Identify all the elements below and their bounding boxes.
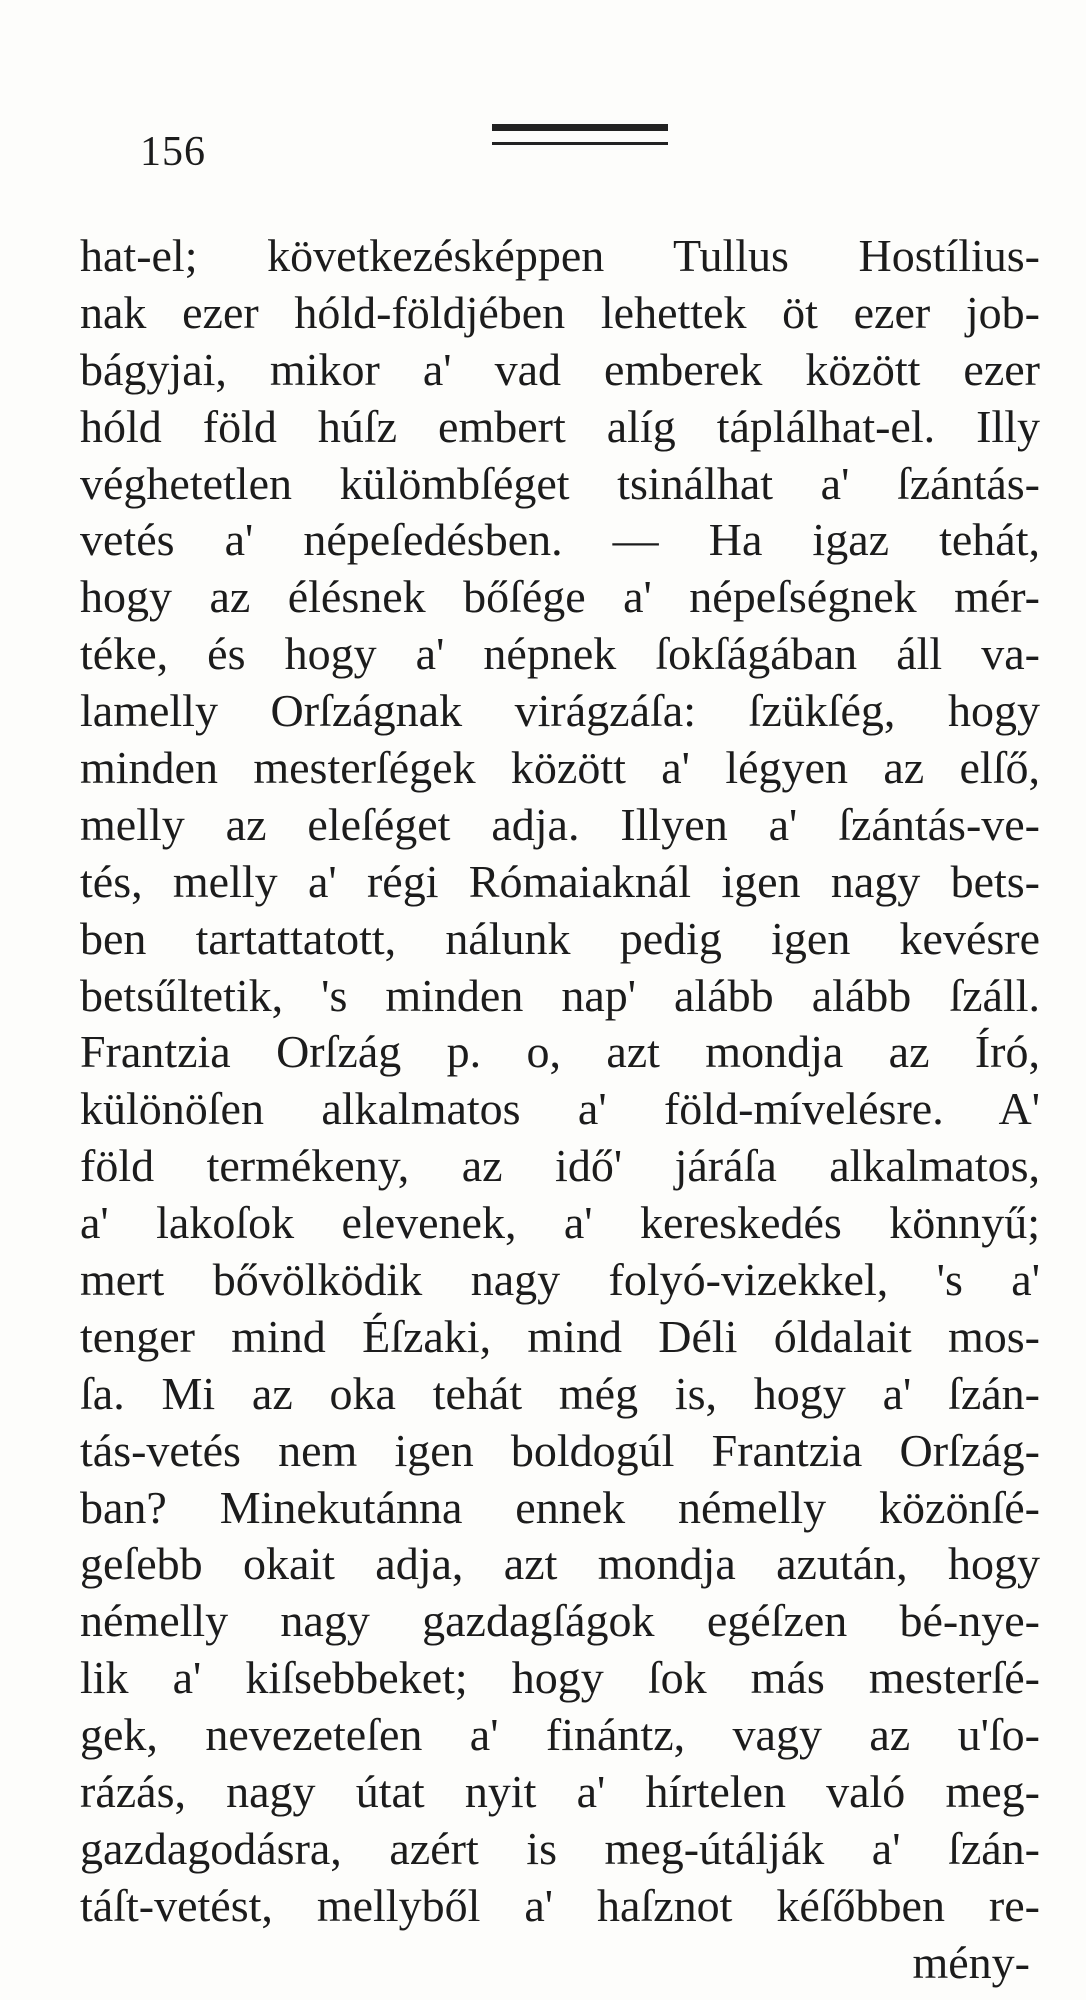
body-text xyxy=(80,228,1040,1992)
text-line: tenger mind Éſzaki, mind Déli óldalait mos- xyxy=(80,1310,1040,1362)
header-ornament-rule xyxy=(492,124,668,150)
text-line: betsűltetik, 's minden nap' alább alább ſzáll. xyxy=(80,969,1040,1021)
text-line: rázás, nagy útat nyit a' hírtelen való meg- xyxy=(80,1766,1040,1818)
text-line: nak ezer hóld-földjében lehettek öt ezer job- xyxy=(80,286,1040,338)
catchword: mény- xyxy=(912,1936,1030,1988)
text-line: hat-el; következésképpen Tullus Hostílius- xyxy=(80,230,1040,281)
ornament-thick-bar xyxy=(492,124,668,131)
text-line: lamelly Orſzágnak virágzáſa: ſzükſég, hogy xyxy=(80,685,1040,737)
text-line: téke, és hogy a' népnek ſokſágában áll va- xyxy=(80,628,1040,680)
text-line: Frantzia Orſzág p. o, azt mondja az Író, xyxy=(80,1026,1040,1078)
text-line: némelly nagy gazdagſágok egéſzen bé-nye- xyxy=(80,1595,1040,1647)
text-line: táſt-vetést, mellyből a' haſznot kéſőbben re- xyxy=(80,1879,1040,1931)
text-line: különöſen alkalmatos a' föld-mívelésre. A' xyxy=(80,1083,1040,1135)
text-line: lik a' kiſsebbeket; hogy ſok más mesterſé- xyxy=(80,1652,1040,1704)
ornament-thin-bar xyxy=(492,142,668,145)
text-line: ben tartattatott, nálunk pedig igen kevésre xyxy=(80,912,1040,964)
text-line: minden mesterſégek között a' légyen az elſő, xyxy=(80,742,1040,794)
text-line: mert bővölködik nagy folyó-vizekkel, 's a' xyxy=(80,1254,1040,1306)
text-line: a' lakoſok elevenek, a' kereskedés könnyű; xyxy=(80,1197,1040,1249)
text-line: vetés a' népeſedésben. — Ha igaz tehát, xyxy=(80,514,1040,566)
text-line: ban? Minekutánna ennek némelly közönſé- xyxy=(80,1481,1040,1533)
text-line: tás-vetés nem igen boldogúl Frantzia Orſzág- xyxy=(80,1424,1040,1476)
text-line: hogy az élésnek bőſége a' népeſségnek mér- xyxy=(80,571,1040,623)
text-line: véghetetlen külömbſéget tsinálhat a' ſzántás- xyxy=(80,457,1040,509)
text-line: hóld föld húſz embert alíg táplálhat-el. Illy xyxy=(80,400,1040,452)
text-line: tés, melly a' régi Rómaiaknál igen nagy bets- xyxy=(80,855,1040,907)
text-line: melly az eleſéget adja. Illyen a' ſzántás-ve- xyxy=(80,798,1040,850)
text-line: gazdagodásra, azért is meg-útálják a' ſzán- xyxy=(80,1822,1040,1874)
text-line: föld termékeny, az idő' járáſa alkalmatos, xyxy=(80,1140,1040,1192)
text-line: geſebb okait adja, azt mondja azután, hogy xyxy=(80,1538,1040,1590)
text-line: gek, nevezeteſen a' finántz, vagy az u'ſo- xyxy=(80,1709,1040,1761)
page-number: 156 xyxy=(140,129,206,175)
text-line: ſa. Mi az oka tehát még is, hogy a' ſzán- xyxy=(80,1367,1040,1419)
text-line: bágyjai, mikor a' vad emberek között ezer xyxy=(80,343,1040,395)
